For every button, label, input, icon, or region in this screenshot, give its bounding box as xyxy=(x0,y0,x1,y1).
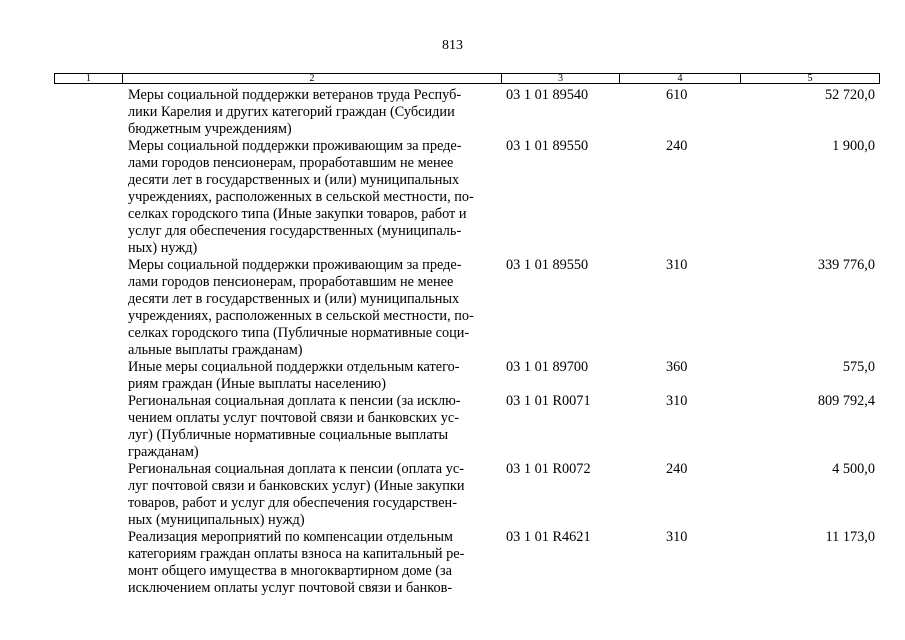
row-expense-type: 360 xyxy=(666,359,688,375)
row-amount: 339 776,0 xyxy=(817,257,875,273)
header-col-4: 4 xyxy=(620,74,741,83)
row-description: Региональная социальная доплата к пенсии (за исклю- чением оплаты услуг почтовой связи и банковских ус- луг) (Публичные нормативные социальные выплаты гражданам) xyxy=(128,393,461,460)
row-description: Региональная социальная доплата к пенсии (оплата ус- луг почтовой связи и банковских услуг) (Иные закупки товаров, работ и услуг для обеспечения государствен- ных (муниципальных) нужд) xyxy=(128,461,465,528)
table-row xyxy=(0,138,905,257)
row-code: 03 1 01 89550 xyxy=(506,138,589,154)
row-expense-type: 310 xyxy=(666,393,688,409)
row-expense-type: 240 xyxy=(666,138,688,154)
row-amount: 809 792,4 xyxy=(817,393,875,409)
row-description: Реализация мероприятий по компенсации отдельным категориям граждан оплаты взноса на капитальный ре- монт общего имущества в многоквартирном доме (за исключением оплаты услуг почтовой связи и банков- xyxy=(128,529,465,596)
row-amount: 52 720,0 xyxy=(824,87,875,103)
row-amount: 1 900,0 xyxy=(832,138,875,154)
row-code: 03 1 01 89540 xyxy=(506,87,589,103)
row-description: Меры социальной поддержки ветеранов труда Респуб- лики Карелия и других категорий граждан (Субсидии бюджетным учреждениям) xyxy=(128,87,462,137)
table-header-row xyxy=(54,73,880,84)
row-expense-type: 240 xyxy=(666,461,688,477)
table-row xyxy=(0,257,905,359)
table-row xyxy=(0,393,905,461)
row-description: Меры социальной поддержки проживающим за преде- лами городов пенсионерам, проработавшим не менее десяти лет в государственных и (или) муниципальных учреждениях, расположенных в сельской местности, по- селках городского типа (Иные закупки товаров, работ и услуг для обеспечения государственных (муниципаль- ных) нужд) xyxy=(128,138,474,256)
row-code: 03 1 01 R0072 xyxy=(506,461,591,477)
row-description: Иные меры социальной поддержки отдельным катего- риям граждан (Иные выплаты населению) xyxy=(128,359,460,392)
row-amount: 4 500,0 xyxy=(832,461,875,477)
row-description: Меры социальной поддержки проживающим за преде- лами городов пенсионерам, проработавшим не менее десяти лет в государственных и (или) муниципальных учреждениях, расположенных в сельской местности, по- селках городского типа (Публичные нормативные соци- альные выплаты гражданам) xyxy=(128,257,474,358)
row-code: 03 1 01 89700 xyxy=(506,359,589,375)
row-code: 03 1 01 89550 xyxy=(506,257,589,273)
header-col-2: 2 xyxy=(123,74,502,83)
header-col-5: 5 xyxy=(807,73,813,84)
header-col-3: 3 xyxy=(502,74,620,83)
table-body xyxy=(0,87,905,597)
row-amount: 575,0 xyxy=(842,359,875,375)
table-row xyxy=(0,529,905,597)
row-expense-type: 310 xyxy=(666,257,688,273)
row-amount: 11 173,0 xyxy=(825,529,875,545)
row-code: 03 1 01 R4621 xyxy=(506,529,591,545)
page-number: 813 xyxy=(442,38,463,53)
row-expense-type: 310 xyxy=(666,529,688,545)
table-row xyxy=(0,461,905,529)
row-expense-type: 610 xyxy=(666,87,688,103)
header-col-1: 1 xyxy=(55,74,123,83)
row-code: 03 1 01 R0071 xyxy=(506,393,591,409)
table-row xyxy=(0,359,905,393)
table-row xyxy=(0,87,905,138)
